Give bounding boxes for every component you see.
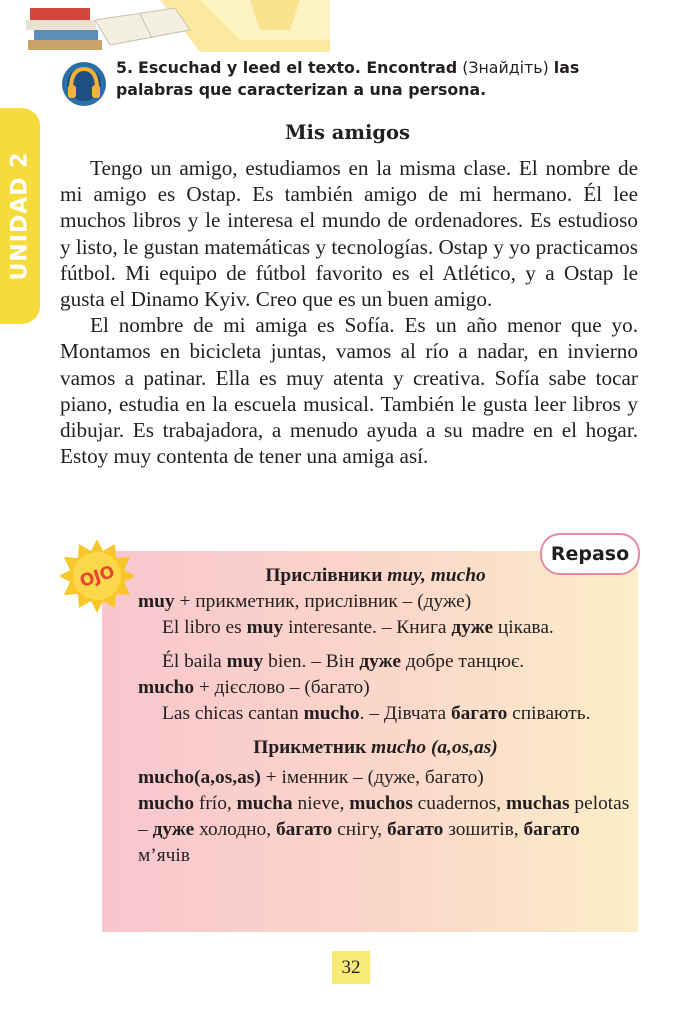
example-3 [138,701,633,727]
paragraph: El nombre de mi amiga es Sofía. Es un año menor que yo. Montamos en bicicleta juntas, vamos al río a nadar, en invierno vamos a patinar. Ella es muy atenta y creativa. Sofía sabe tocar piano, estudia en la escuela musical. También le gusta leer libros y dibujar. Es trabajadora, a menudo ayuda a su madre en el hogar. Estoy muy contenta de tener una amiga así. [60,313,638,469]
example-text: Él baila [162,651,222,672]
rule-keyword: muy [138,591,175,612]
task-number: 5. [116,58,133,77]
example-keyword: muy [226,651,264,672]
grammar-content [138,563,633,869]
reading-text [60,155,638,469]
task-text-part2: las palabras que caracterizan a una persona. [116,58,580,99]
rule-text: + іменник – (дуже, багато) [265,767,484,788]
task-instruction [58,57,648,101]
example-keyword: багато [275,819,333,840]
grammar-heading-2 [118,735,633,761]
grammar-heading-1 [118,563,633,589]
example-keyword: mucho [303,703,360,724]
example-text: холодно, [199,819,272,840]
example-2 [138,649,633,675]
books-illustration [0,0,330,52]
heading-1-plain: Прислівники [265,565,383,586]
heading-1-italic: muy, mucho [387,565,486,586]
rule-muy [138,589,633,615]
example-text: . – Дівчата [359,703,447,724]
example-keyword: багато [523,819,580,840]
example-text: bien. – Він [268,651,355,672]
example-text: цікава. [497,617,554,638]
example-text: frío, [198,793,232,814]
example-text: pelotas – [138,793,630,840]
example-text: interesante. – Книга [288,617,447,638]
example-text: El libro es [162,617,242,638]
example-text: cuadernos, [417,793,502,814]
heading-2-italic: mucho (a,os,as) [371,737,498,758]
rule-keyword: mucho(a,os,as) [138,767,261,788]
rule-keyword: mucho [138,677,195,698]
reading-title: Mis amigos [284,121,411,144]
example-keyword: mucho [138,793,195,814]
ojo-label: OJO [77,561,118,592]
unit-tab-label: UNIDAD 2 [7,151,33,281]
heading-2-plain: Прикметник [253,737,367,758]
example-keyword: багато [386,819,444,840]
headphones-icon [61,61,107,107]
page-number: 32 [332,951,370,984]
rule-text: + дієслово – (багато) [198,677,370,698]
example-keyword: дуже [152,819,195,840]
example-1 [138,615,633,641]
example-text: nieve, [297,793,345,814]
rule-mucho-adjective [138,765,633,791]
task-text-part1: Escuchad y leed el texto. Encontrad [138,58,458,77]
example-keyword: muy [246,617,284,638]
example-text: зошитів, [448,819,519,840]
example-text: Las chicas cantan [162,703,299,724]
example-text: добре танцює. [405,651,525,672]
example-keyword: дуже [451,617,494,638]
example-text: співають. [512,703,591,724]
example-keyword: muchas [505,793,570,814]
example-keyword: багато [450,703,508,724]
example-keyword: mucha [236,793,293,814]
example-text: м’ячів [138,845,190,866]
example-4 [138,791,633,869]
task-translation: (Знайдіть) [462,58,549,77]
rule-text: + прикметник, прислівник – (дуже) [179,591,472,612]
example-keyword: дуже [359,651,401,672]
books-icon [0,0,330,52]
rule-mucho [138,675,633,701]
repaso-badge: Repaso [540,533,640,575]
paragraph: Tengo un amigo, estudiamos en la misma clase. El nombre de mi amigo es Ostap. Es también amigo de mi hermano. Él lee muchos libros y le interesa el mundo de ordenadores. Es estudioso y listo, le gustan matemáticas y tecnologías. Ostap y yo practicamos fútbol. Mi equipo de fútbol favorito es el Atlético, y a Ostap le gusta el Dinamo Kyiv. Creo que es un buen amigo. [60,156,638,312]
example-keyword: muchos [349,793,413,814]
example-text: снігу, [337,819,383,840]
